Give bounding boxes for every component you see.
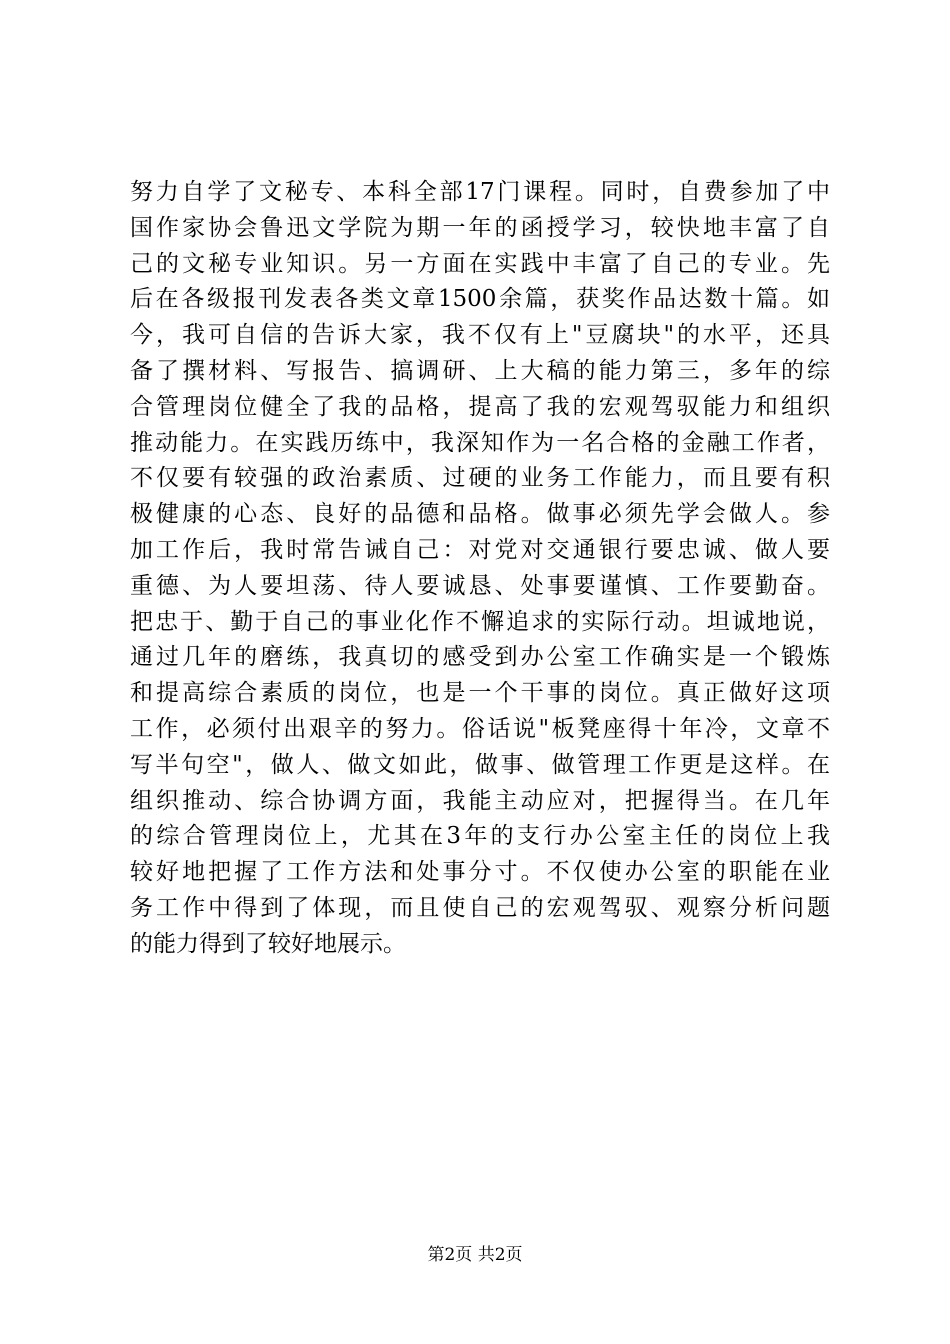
- text-line: 重德、为人要坦荡、待人要诚恳、处事要谨慎、工作要勤奋。: [130, 572, 830, 599]
- text-line: 写半句空"，做人、做文如此，做事、做管理工作更是这样。在: [130, 751, 830, 778]
- text-line: 合管理岗位健全了我的品格，提高了我的宏观驾驭能力和组织: [130, 393, 830, 420]
- text-line: 备了撰材料、写报告、搞调研、上大稿的能力第三，多年的综: [130, 357, 830, 384]
- text-line: 极健康的心态、良好的品德和品格。做事必须先学会做人。参: [130, 501, 830, 528]
- body-paragraph: [130, 175, 830, 963]
- text-line: 把忠于、勤于自己的事业化作不懈追求的实际行动。坦诚地说，: [130, 608, 830, 635]
- text-line: 的能力得到了较好地展示。: [130, 930, 406, 957]
- text-line: 国作家协会鲁迅文学院为期一年的函授学习，较快地丰富了自: [130, 214, 830, 241]
- text-line: 后在各级报刊发表各类文章1500余篇，获奖作品达数十篇。如: [130, 286, 830, 313]
- text-line: 不仅要有较强的政治素质、过硬的业务工作能力，而且要有积: [130, 465, 830, 492]
- text-line: 和提高综合素质的岗位，也是一个干事的岗位。真正做好这项: [130, 680, 830, 707]
- text-line: 组织推动、综合协调方面，我能主动应对，把握得当。在几年: [130, 787, 830, 814]
- text-line: 今，我可自信的告诉大家，我不仅有上"豆腐块"的水平，还具: [130, 322, 830, 349]
- text-line: 较好地把握了工作方法和处事分寸。不仅使办公室的职能在业: [130, 859, 830, 886]
- text-line: 加工作后，我时常告诫自己：对党对交通银行要忠诚、做人要: [130, 536, 830, 563]
- text-line: 通过几年的磨练，我真切的感受到办公室工作确实是一个锻炼: [130, 644, 830, 671]
- text-line: 务工作中得到了体现，而且使自己的宏观驾驭、观察分析问题: [130, 894, 830, 921]
- text-line: 己的文秘专业知识。另一方面在实践中丰富了自己的专业。先: [130, 250, 830, 277]
- text-line: 的综合管理岗位上，尤其在3年的支行办公室主任的岗位上我: [130, 823, 830, 850]
- page-footer: 第2页 共2页: [427, 1245, 523, 1265]
- text-line: 努力自学了文秘专、本科全部17门课程。同时，自费参加了中: [130, 179, 830, 205]
- text-line: 工作，必须付出艰辛的努力。俗话说"板凳座得十年冷，文章不: [130, 715, 830, 742]
- text-line: 推动能力。在实践历练中，我深知作为一名合格的金融工作者，: [130, 429, 830, 456]
